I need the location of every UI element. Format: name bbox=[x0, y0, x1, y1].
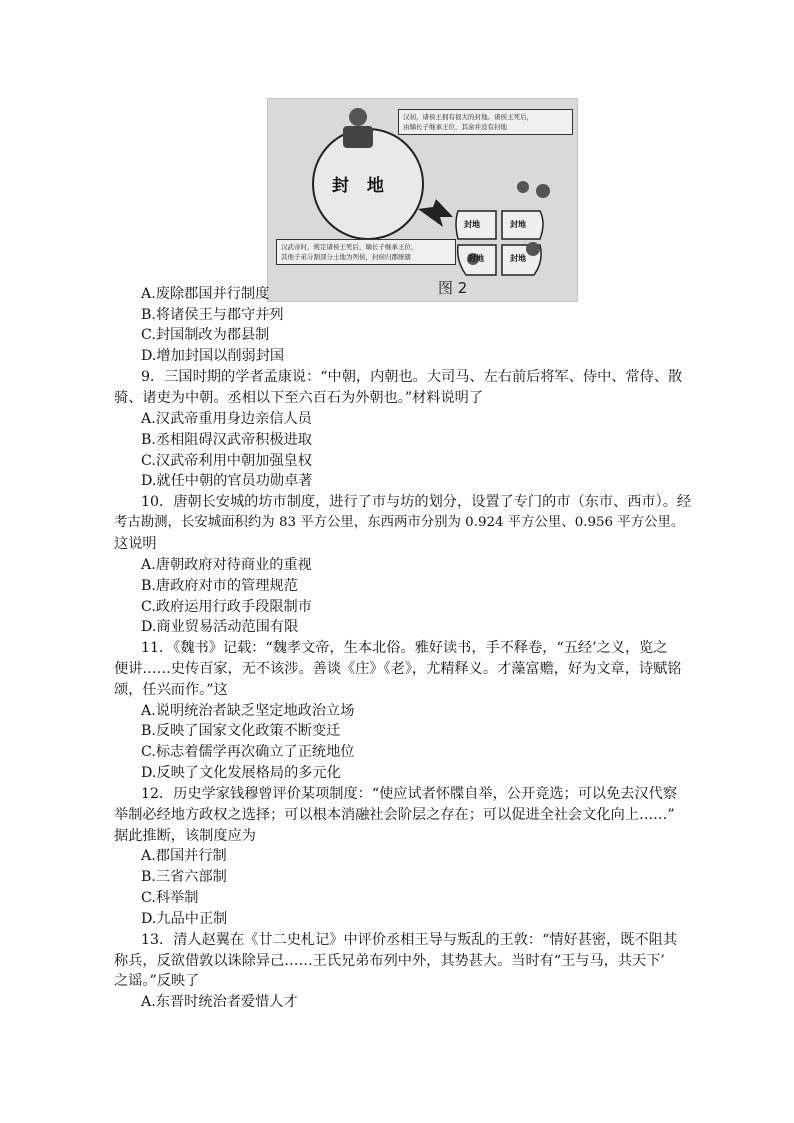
king-head-icon bbox=[349, 108, 367, 126]
q13-stem-line-2: 称兵，反欲借敦以诛除异己……王氏兄弟布列中外，其势甚大。当时有“王与马，共天下’ bbox=[114, 953, 665, 969]
q10-option-d: D.商业贸易活动范围有限 bbox=[141, 619, 299, 635]
q9-stem-line-2: 骑、诸吏为中朝。丞相以下至六百石为外朝也。”材料说明了 bbox=[114, 390, 484, 406]
q10-stem-line-1: 10．唐朝长安城的坊市制度，进行了市与坊的划分，设置了专门的市（东市、西市）。经 bbox=[141, 494, 692, 510]
q13-stem-line-3: 之谣。”反映了 bbox=[114, 973, 200, 989]
q12-option-d: D.九品中正制 bbox=[141, 911, 228, 927]
q12-stem-line-2: 举制必经地方政权之选择；可以根本消融社会阶层之存在；可以促进全社会文化向上……” bbox=[114, 807, 675, 823]
q11-stem-line-2: 便讲……史传百家，无不该涉。善谈《庄》《老》，尤精释义。才藻富赡，好为文章，诗赋铭 bbox=[114, 661, 682, 677]
king-body-icon bbox=[343, 126, 373, 148]
q11-stem-line-3: 颂，任兴而作。”这 bbox=[114, 682, 228, 698]
top-note-line-2: 由嫡长子继承王位，其余并没有封地 bbox=[403, 123, 507, 131]
q11-option-a: A.说明统治者缺乏坚定地政治立场 bbox=[141, 703, 355, 719]
bottom-note-box bbox=[276, 239, 456, 265]
q12-option-a: A.郡国并行制 bbox=[141, 848, 227, 864]
top-note-line-1: 汉初，诸侯王拥有很大的封地。诸侯王死后， bbox=[403, 113, 533, 121]
son-figure-icon-3 bbox=[526, 242, 540, 256]
q11-option-c: C.标志着儒学再次确立了正统地位 bbox=[141, 744, 355, 760]
q11-option-d: D.反映了文化发展格局的多元化 bbox=[141, 765, 341, 781]
top-note-box bbox=[398, 109, 573, 135]
q10-option-c: C.政府运用行政手段限制市 bbox=[141, 599, 312, 615]
piece-label-1: 封地 bbox=[464, 220, 480, 229]
q11-option-b: B.反映了国家文化政策不断变迁 bbox=[141, 723, 341, 739]
figure-caption: 图 2 bbox=[438, 279, 468, 297]
q12-option-c: C.科举制 bbox=[141, 890, 199, 906]
piece-label-3: 封地 bbox=[468, 254, 484, 263]
q12-stem-line-3: 据此推断，该制度应为 bbox=[114, 828, 256, 844]
q12-option-b: B.三省六部制 bbox=[141, 869, 227, 885]
q12-stem-line-1: 12．历史学家钱穆曾评价某项制度：“使应试者怀牒自举，公开竞选；可以免去汉代察 bbox=[141, 786, 678, 802]
piece-label-4: 封地 bbox=[510, 254, 526, 263]
q10-stem-line-3: 这说明 bbox=[114, 536, 157, 552]
piece-label-2: 封地 bbox=[510, 220, 526, 229]
q10-stem-line-2: 考古勘测，长安城面积约为 83 平方公里，东西两市分别为 0.924 平方公里、0.956 平方公里。 bbox=[114, 515, 685, 530]
q13-stem-line-1: 13．清人赵翼在《廿二史札记》中评价丞相王导与叛乱的王敦：“情好甚密，既不阻其 bbox=[141, 932, 678, 948]
son-figure-icon-1 bbox=[536, 184, 550, 198]
q9-option-a: A.汉武帝重用身边亲信人员 bbox=[141, 411, 312, 427]
q13-option-a: A.东晋时统治者爱惜人才 bbox=[141, 994, 298, 1010]
q8-option-a: A.废除郡国并行制度 bbox=[141, 286, 270, 302]
figure-2-illustration bbox=[267, 98, 578, 302]
q9-stem-line-1: 9．三国时期的学者孟康说：“中朝，内朝也。大司马、左右前后将军、侍中、常侍、散 bbox=[141, 369, 683, 385]
q8-option-c: C.封国制改为郡县制 bbox=[141, 327, 270, 343]
bottom-note-line-1: 汉武帝时，规定诸侯王死后，嫡长子继承王位， bbox=[281, 243, 418, 251]
q9-option-c: C.汉武帝利用中朝加强皇权 bbox=[141, 453, 312, 469]
q8-option-d: D.增加封国以削弱封国 bbox=[141, 348, 285, 364]
q8-option-b: B.将诸侯王与郡守并列 bbox=[141, 307, 284, 323]
bottom-note-line-2: 其他子弟分割部分土地为列侯，封侯归郡统辖 bbox=[281, 253, 411, 261]
q10-option-a: A.唐朝政府对待商业的重视 bbox=[141, 557, 312, 573]
son-figure-icon-2 bbox=[517, 181, 529, 193]
q10-option-b: B.唐政府对市的管理规范 bbox=[141, 578, 298, 594]
arrow-icon bbox=[418, 199, 453, 227]
circle-label: 封 地 bbox=[332, 176, 390, 196]
q9-option-d: D.就任中朝的官员功勋卓著 bbox=[141, 473, 313, 489]
q11-stem-line-1: 11．《魏书》记载：“魏孝文帝，生本北俗。雅好读书，手不释卷，“五经’之义，览之 bbox=[141, 640, 668, 656]
q9-option-b: B.丞相阻碍汉武帝积极进取 bbox=[141, 432, 312, 448]
